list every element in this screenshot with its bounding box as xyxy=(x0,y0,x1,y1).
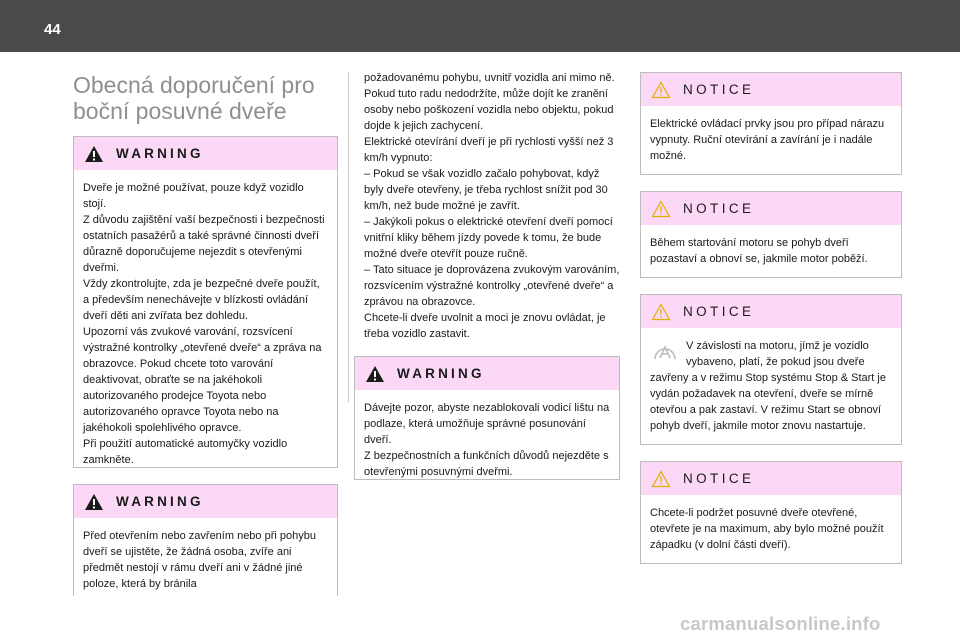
notice-label: NOTICE xyxy=(683,304,755,319)
stop-start-auto-icon xyxy=(650,340,680,364)
notice-header xyxy=(641,73,901,106)
notice-label: NOTICE xyxy=(683,201,755,216)
warning-header xyxy=(355,357,619,390)
notice-header xyxy=(641,462,901,495)
warning-header xyxy=(74,137,337,170)
notice-triangle-icon xyxy=(651,470,671,488)
column-1 xyxy=(73,72,338,612)
notice-label: NOTICE xyxy=(683,82,755,97)
warning-box-3 xyxy=(354,356,620,480)
notice-box-4 xyxy=(640,461,902,564)
warning-triangle-icon xyxy=(84,145,104,163)
notice-header xyxy=(641,192,901,225)
warning-triangle-icon xyxy=(365,365,385,383)
warning-text: Dveře je možné používat, pouze když vozidlo stojí. Z důvodu zajištění vaší bezpečnosti i bezpečnosti ostatních pasažérů a také správné činnosti dveří důrazně doporučujeme nejezdit s otevřenými dveřmi. Vždy zkontrolujte, zda je bezpečné dveře použít, a především nenechávejte v blízkosti ovládání dveří děti ani zvířata bez dohledu. Upozorní vás zvukové varování, rozsvícení výstražné kontrolky „otevřené dveře“ a zpráva na obrazovce. Pokud chcete toto varování deaktivovat, obraťte se na jakéhokoli autorizovaného prodejce Toyota nebo autorizovaného opravce Toyota nebo na jakéhokoli spolehlivého opravce. Při použití automatické automyčky vozidlo zamkněte. xyxy=(83,182,325,466)
notice-triangle-icon xyxy=(651,303,671,321)
column-divider xyxy=(348,72,349,402)
notice-box-3 xyxy=(640,294,902,445)
notice-text: Elektrické ovládací prvky jsou pro případ nárazu vypnuty. Ruční otevírání a zavírání je i nadále možné. xyxy=(650,118,885,162)
notice-body xyxy=(641,328,901,444)
page-number: 44 xyxy=(44,21,61,38)
notice-text: Během startování motoru se pohyb dveří pozastaví a obnoví se, jakmile motor poběží. xyxy=(650,237,868,265)
warning-box-2 xyxy=(73,484,338,596)
notice-box-2 xyxy=(640,191,902,278)
section-title-line-2: boční posuvné dveře xyxy=(73,98,287,124)
header-bar xyxy=(0,0,960,52)
warning-text: Dávejte pozor, abyste nezablokovali vodicí lištu na podlaze, která umožňuje správné posunování dveří. Z bezpečnostních a funkčních důvodů nejezděte s otevřenými posuvnými dveřmi. xyxy=(364,402,610,478)
column-3 xyxy=(640,72,902,580)
notice-triangle-icon xyxy=(651,200,671,218)
warning-triangle-icon xyxy=(84,493,104,511)
notice-triangle-icon xyxy=(651,81,671,99)
warning-text: Před otevřením nebo zavřením nebo při pohybu dveří se ujistěte, že žádná osoba, zvíře ani předmět nestojí v rámu dveří ani v žádné jiné poloze, která by bránila xyxy=(83,530,316,590)
notice-box-1 xyxy=(640,72,902,175)
watermark-link[interactable]: carmanualsonline.info xyxy=(680,613,881,634)
warning-label: WARNING xyxy=(116,146,204,161)
warning-box-1 xyxy=(73,136,338,468)
notice-header xyxy=(641,295,901,328)
section-title xyxy=(73,72,338,124)
column-2 xyxy=(354,70,620,496)
warning-label: WARNING xyxy=(397,366,485,381)
section-title-line-1: Obecná doporučení pro xyxy=(73,72,315,98)
continued-text: požadovanému pohybu, uvnitř vozidla ani mimo ně. Pokud tuto radu nedodržíte, může dojít ke zranění osoby nebo poškození vozidla nebo objektu, pokud dojde k jejich zachycení. Elektrické otevírání dveří je při rychlosti vyšší než 3 km/h vypnuto: – Pokud se však vozidlo začalo pohybovat, když byly dveře otevřeny, je třeba rychlost snížit pod 30 km/h, než bude možné je zavřít. – Jakýkoli pokus o elektrické otevření dveří pomocí vnitřní kliky během jízdy povede k tomu, že bude možné dveře otevřít pouze ručně. – Tato situace je doprovázena zvukovým varováním, rozsvícením výstražné kontrolky „otevřené dveře“ a zprávou na obrazovce. Chcete-li dveře uvolnit a moci je znovu ovládat, je třeba vozidlo zastavit. xyxy=(364,72,620,340)
warning-label: WARNING xyxy=(116,494,204,509)
warning-header xyxy=(74,485,337,518)
notice-label: NOTICE xyxy=(683,471,755,486)
notice-text: Chcete-li podržet posuvné dveře otevřené, otevřete je na maximum, aby bylo možné použít západku (v dolní části dveří). xyxy=(650,507,884,551)
notice-text: V závislosti na motoru, jímž je vozidlo vybaveno, platí, že pokud jsou dveře zavřeny a v režimu Stop systému Stop & Start je vydán požadavek na otevření, dveře se mírně otevřou a pak zastaví. V režimu Start se obnoví pohyb dveří, jakmile motor znovu nastartuje. xyxy=(650,340,886,432)
